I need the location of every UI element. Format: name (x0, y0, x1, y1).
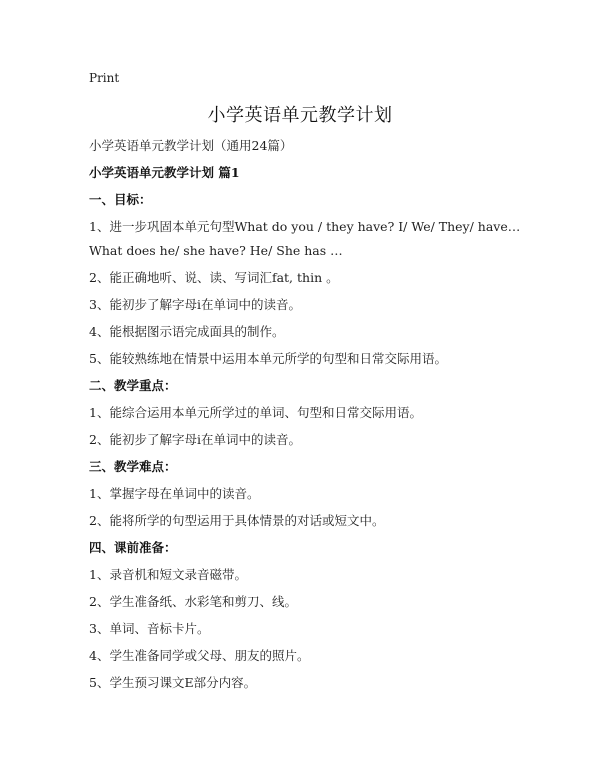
goal-item-2: 2、能正确地听、说、读、写词汇fat, thin 。 (89, 270, 339, 285)
key-point-item-1: 1、能综合运用本单元所学过的单词、句型和日常交际用语。 (89, 405, 422, 420)
preparation-item-3: 3、单词、音标卡片。 (89, 621, 210, 636)
goal-item-1-continued: What does he/ she have? He/ She has … (89, 243, 343, 258)
goal-item-5: 5、能较熟练地在情景中运用本单元所学的句型和日常交际用语。 (89, 351, 447, 366)
goal-item-1: 1、进一步巩固本单元句型What do you / they have? I/ We/ They/ have… (89, 219, 521, 234)
document-title: 小学英语单元教学计划 (207, 105, 393, 126)
preparation-item-4: 4、学生准备同学或父母、朋友的照片。 (89, 648, 310, 663)
section-title: 小学英语单元教学计划 篇1 (89, 165, 240, 180)
preparation-item-5: 5、学生预习课文E部分内容。 (89, 675, 257, 690)
preparation-heading: 四、课前准备： (89, 540, 177, 555)
difficulty-item-2: 2、能将所学的句型运用于具体情景的对话或短文中。 (89, 513, 385, 528)
print-label: Print (89, 71, 120, 85)
key-points-heading: 二、教学重点： (89, 378, 177, 393)
goal-item-4: 4、能根据图示语完成面具的制作。 (89, 324, 285, 339)
goals-heading: 一、目标： (89, 192, 152, 207)
difficulties-heading: 三、教学难点： (89, 459, 177, 474)
preparation-item-1: 1、录音机和短文录音磁带。 (89, 567, 247, 582)
goal-item-3: 3、能初步了解字母i在单词中的读音。 (89, 297, 301, 312)
preparation-item-2: 2、学生准备纸、水彩笔和剪刀、线。 (89, 594, 297, 609)
difficulty-item-1: 1、掌握字母在单词中的读音。 (89, 486, 260, 501)
document-subtitle: 小学英语单元教学计划（通用24篇） (89, 138, 293, 153)
key-point-item-2: 2、能初步了解字母i在单词中的读音。 (89, 432, 301, 447)
